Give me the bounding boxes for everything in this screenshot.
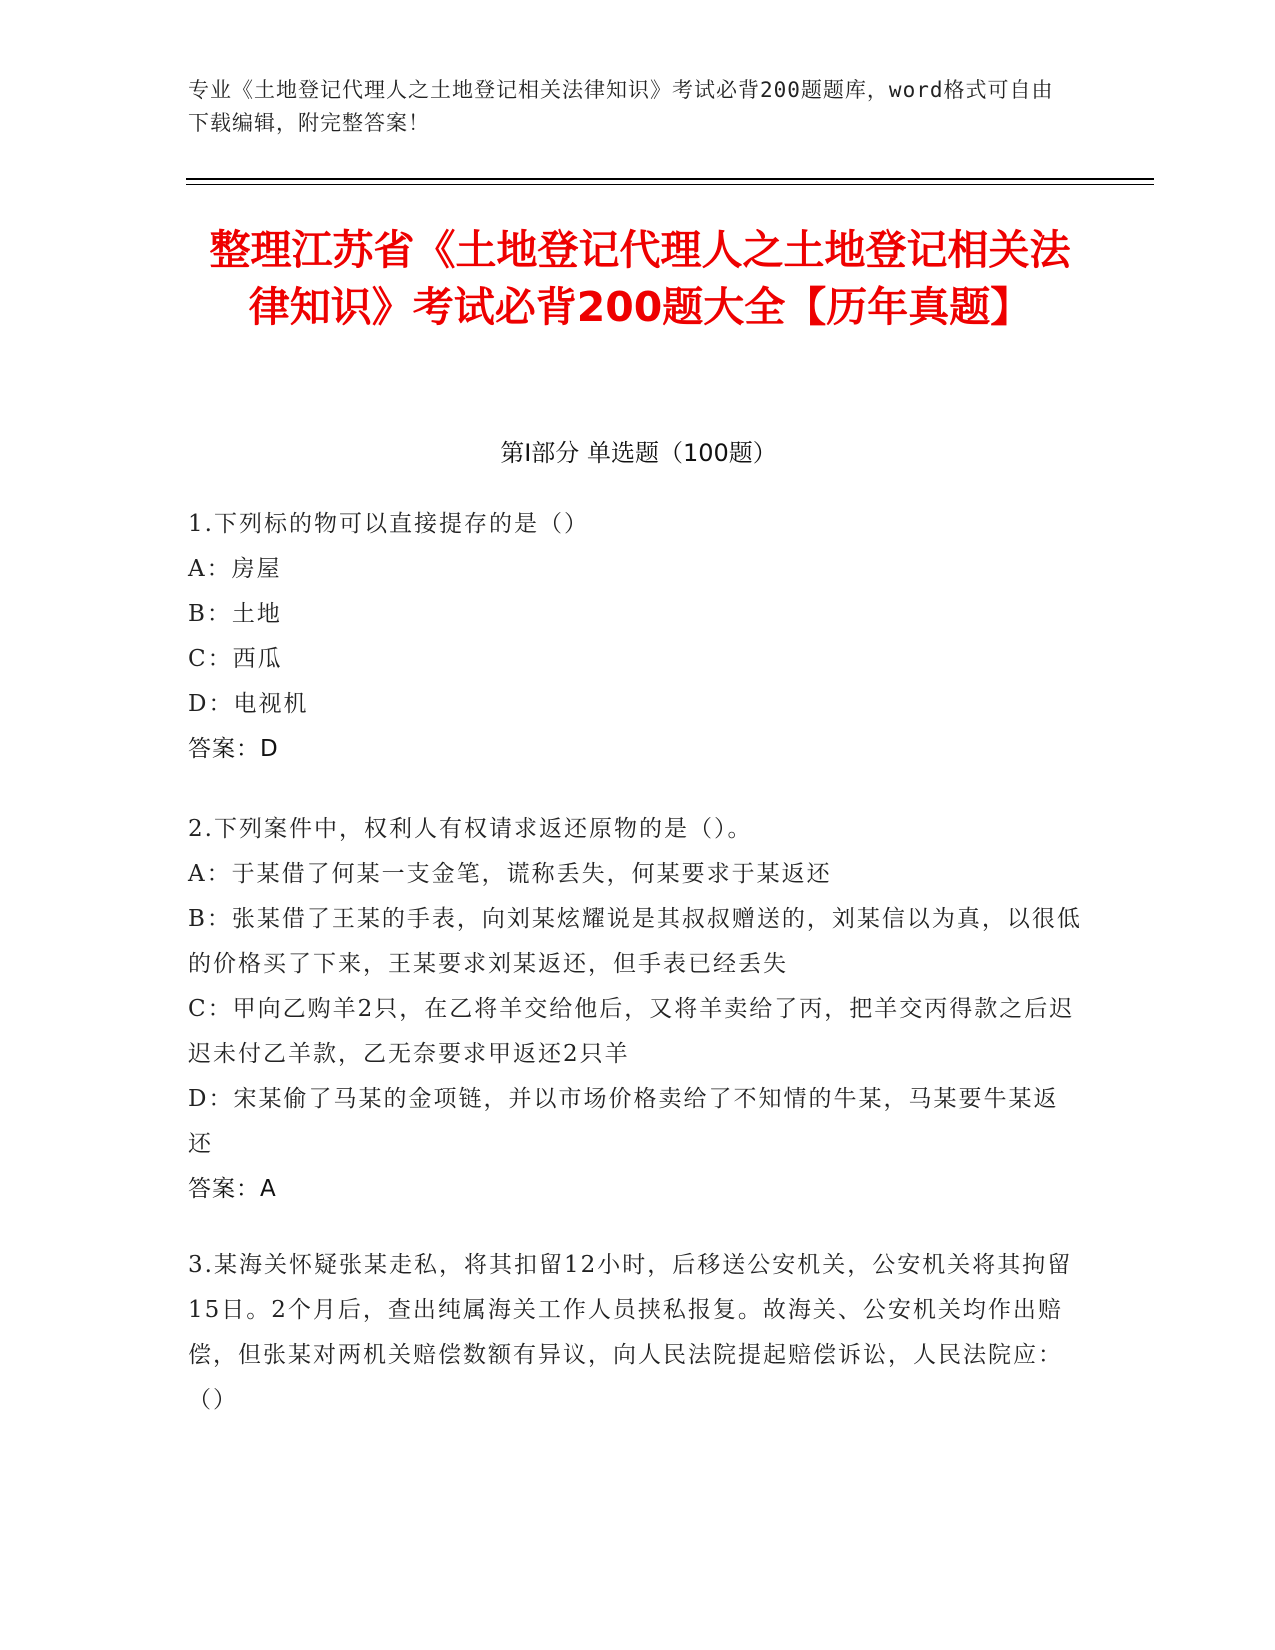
question-stem: 3.某海关怀疑张某走私，将其扣留12小时，后移送公安机关，公安机关将其拘留15日。2个月后，查出纯属海关工作人员挟私报复。故海关、公安机关均作出赔偿，但张某对两机关赔偿数额有异议，向人民法院提起赔偿诉讼，人民法院应：（） [188,1252,1073,1413]
header-rule-thick [186,178,1154,180]
question-stem: 1.下列标的物可以直接提存的是（） [188,511,589,537]
option-a: A：于某借了何某一支金笔，谎称丢失，何某要求于某返还 [188,861,832,887]
question-stem: 2.下列案件中，权利人有权请求返还原物的是（）。 [188,816,753,842]
option-d: D：宋某偷了马某的金项链，并以市场价格卖给了不知情的牛某，马某要牛某返还 [188,1086,1059,1157]
question-3 [188,1243,1083,1423]
option-c: C：西瓜 [188,646,283,672]
option-a: A：房屋 [188,556,282,582]
answer: 答案：D [188,736,279,762]
question-1 [188,502,1083,772]
option-c: C：甲向乙购羊2只，在乙将羊交给他后，又将羊卖给了丙，把羊交丙得款之后迟迟未付乙羊款，乙无奈要求甲返还2只羊 [188,996,1075,1067]
header-rule-thin [186,184,1154,185]
section-title: 第Ⅰ部分 单选题（100题） [500,439,777,467]
document-title: 整理江苏省《土地登记代理人之土地登记相关法律知识》考试必背200题大全【历年真题】 [209,226,1071,331]
option-b: B：张某借了王某的手表，向刘某炫耀说是其叔叔赠送的，刘某信以为真，以很低的价格买了下来，王某要求刘某返还，但手表已经丢失 [188,906,1082,977]
answer: 答案：A [188,1176,277,1202]
question-2 [188,807,1083,1212]
option-d: D：电视机 [188,691,309,717]
option-b: B：土地 [188,601,282,627]
header-note: 专业《土地登记代理人之土地登记相关法律知识》考试必背200题题库，word格式可自由下载编辑，附完整答案！ [188,78,1054,135]
